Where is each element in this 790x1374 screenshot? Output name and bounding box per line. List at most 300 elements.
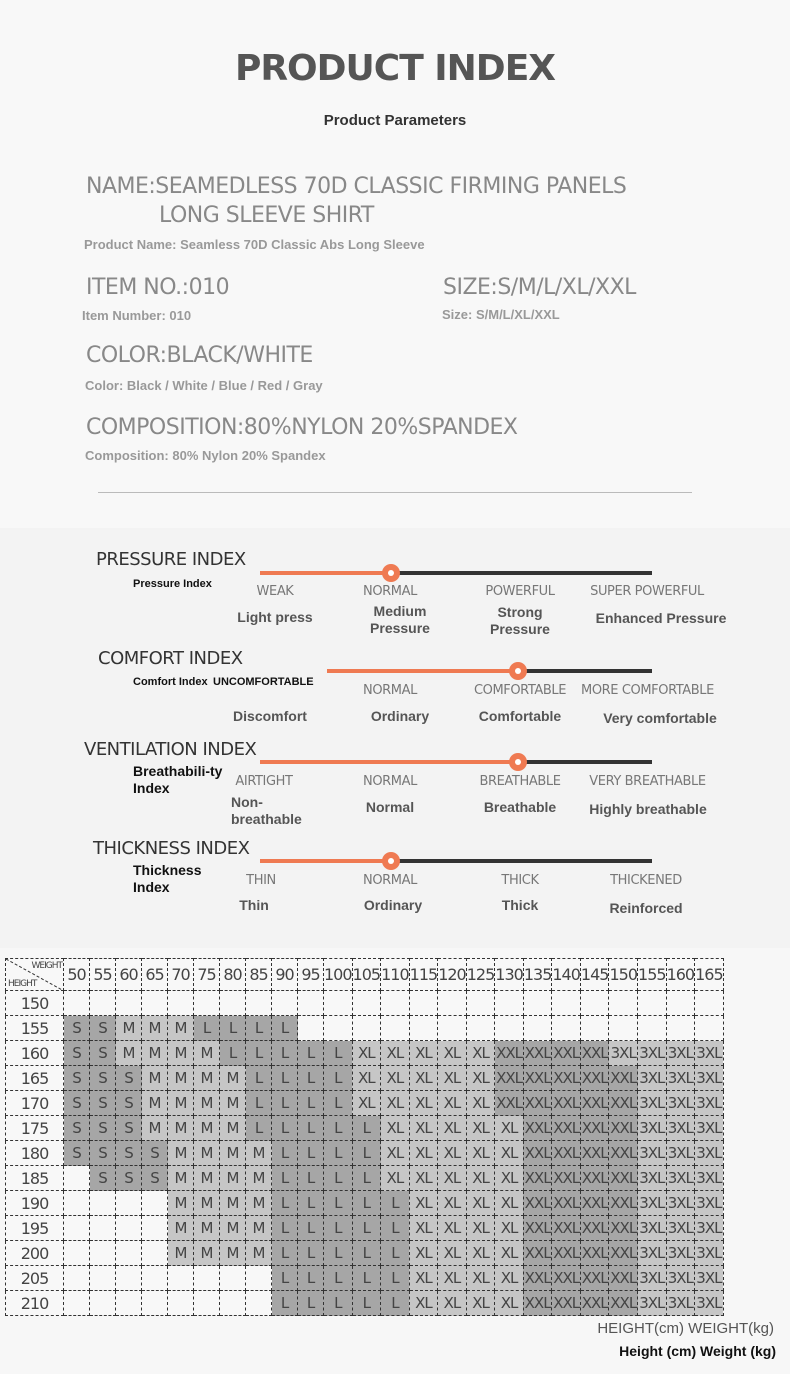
table-row (6, 1041, 724, 1066)
corner-cell (6, 959, 64, 991)
size-cell: S (90, 1166, 116, 1191)
size-cell: L (272, 1291, 298, 1316)
weight-header: 110 (381, 959, 410, 991)
level-label: MORE COMFORTABLE (581, 683, 714, 698)
size-cell: M (142, 1116, 168, 1141)
size-cell (64, 1191, 90, 1216)
size-cell (495, 1016, 524, 1041)
size-cell: 3XL (666, 1041, 695, 1066)
table-row (6, 1291, 724, 1316)
size-cell: L (352, 1291, 381, 1316)
size-cell (409, 1016, 438, 1041)
table-row (6, 1066, 724, 1091)
level-desc: Non-breathable (231, 794, 302, 827)
size-cell: XXL (609, 1066, 638, 1091)
size-cell: 3XL (695, 1091, 724, 1116)
size-cell: 3XL (666, 1166, 695, 1191)
index-subtitle: Comfort Index (133, 676, 208, 688)
size-cell (220, 1291, 246, 1316)
size-cell (90, 1216, 116, 1241)
size-cell (116, 1191, 142, 1216)
table-row (6, 1091, 724, 1116)
page-subtitle: Product Parameters (323, 112, 467, 129)
size-cell: XXL (523, 1091, 552, 1116)
size-cell: 3XL (666, 1266, 695, 1291)
size-cell (168, 991, 194, 1016)
size-cell (666, 1016, 695, 1041)
size-cell: S (64, 1066, 90, 1091)
index-slider (260, 859, 652, 863)
size-cell: L (298, 1241, 324, 1266)
weight-header: 160 (666, 959, 695, 991)
size-cell (142, 1216, 168, 1241)
size-cell: XL (381, 1141, 410, 1166)
size-cell: XL (495, 1116, 524, 1141)
level-desc: Enhanced Pressure (595, 610, 727, 626)
size-cell: L (272, 1191, 298, 1216)
size-chart-table (5, 958, 724, 1316)
size-cell: XL (438, 1266, 467, 1291)
size-cell: M (168, 1116, 194, 1141)
size-cell: 3XL (695, 1216, 724, 1241)
size-cell (194, 1266, 220, 1291)
table-row (6, 991, 724, 1016)
index-slider-fill (327, 669, 518, 673)
size-cell: M (194, 1241, 220, 1266)
size-cell: L (298, 1091, 324, 1116)
size-cell (495, 991, 524, 1016)
size-cell: L (381, 1191, 410, 1216)
level-desc: Light press (237, 609, 313, 625)
size-cell: L (272, 1041, 298, 1066)
level-desc: Comfortable (478, 708, 562, 724)
size-cell: XL (495, 1216, 524, 1241)
size-cell (352, 1016, 381, 1041)
size-cell: M (168, 1141, 194, 1166)
size-cell (64, 1216, 90, 1241)
level-label: THICKENED (610, 873, 682, 888)
size-cell: L (298, 1041, 324, 1066)
size-cell: XXL (552, 1216, 581, 1241)
size-cell: M (168, 1041, 194, 1066)
size-cell (116, 1216, 142, 1241)
size-cell: XXL (609, 1091, 638, 1116)
size-cell (194, 991, 220, 1016)
size-cell: XL (438, 1166, 467, 1191)
size-cell: L (246, 1091, 272, 1116)
size-cell: L (298, 1141, 324, 1166)
table-row (6, 1166, 724, 1191)
product-name: NAME:SEAMEDLESS 70D CLASSIC FIRMING PANELS (86, 174, 627, 199)
size-cell (409, 991, 438, 1016)
size-cell: XXL (523, 1116, 552, 1141)
height-header: 210 (6, 1291, 64, 1316)
size-cell (90, 1266, 116, 1291)
level-desc: Discomfort (233, 708, 307, 724)
size-cell: M (168, 1241, 194, 1266)
weight-header-row (6, 959, 724, 991)
size-cell: L (298, 1216, 324, 1241)
size-cell: XL (466, 1166, 495, 1191)
index-title: PRESSURE INDEX (96, 549, 246, 570)
weight-header: 145 (580, 959, 609, 991)
size-cell: XXL (552, 1041, 581, 1066)
size-cell: L (194, 1016, 220, 1041)
level-desc: Ordinary (370, 708, 430, 724)
size-cell (246, 1266, 272, 1291)
size-cell: M (246, 1216, 272, 1241)
size-cell: M (220, 1241, 246, 1266)
size-cell: L (381, 1291, 410, 1316)
size-cell: L (324, 1116, 353, 1141)
level-label: WEAK (256, 584, 294, 599)
size-cell: 3XL (666, 1091, 695, 1116)
size-cell: L (352, 1166, 381, 1191)
weight-header: 70 (168, 959, 194, 991)
corner-height-label: HEIGHT (8, 979, 37, 989)
size-cell: 3XL (638, 1191, 667, 1216)
size-cell: XL (381, 1166, 410, 1191)
table-row (6, 1016, 724, 1041)
size-cell (90, 991, 116, 1016)
size-cell (64, 1241, 90, 1266)
size-cell: M (168, 1216, 194, 1241)
size-cell (638, 1016, 667, 1041)
size-cell: XL (381, 1066, 410, 1091)
size-cell: 3XL (695, 1291, 724, 1316)
size-cell: L (298, 1266, 324, 1291)
size-cell: M (220, 1166, 246, 1191)
size-cell (523, 1016, 552, 1041)
size-cell: S (116, 1141, 142, 1166)
size-cell: L (352, 1241, 381, 1266)
size-cell: L (272, 1066, 298, 1091)
size-cell (666, 991, 695, 1016)
size-cell (168, 1266, 194, 1291)
size-cell: S (64, 1016, 90, 1041)
level-desc: Ordinary (363, 897, 423, 913)
size-cell (246, 991, 272, 1016)
size-cell: XL (495, 1141, 524, 1166)
weight-header: 95 (298, 959, 324, 991)
size-cell: L (324, 1216, 353, 1241)
level-label: THIN (246, 873, 276, 888)
index-slider (327, 669, 652, 673)
height-header: 160 (6, 1041, 64, 1066)
size-cell: XXL (580, 1116, 609, 1141)
weight-header: 80 (220, 959, 246, 991)
color-info-sub: Color: Black / White / Blue / Red / Gray (85, 378, 323, 393)
level-label: SUPER POWERFUL (590, 584, 704, 599)
size-cell: L (324, 1291, 353, 1316)
size-cell: 3XL (638, 1266, 667, 1291)
size-cell: XXL (580, 1166, 609, 1191)
height-header: 200 (6, 1241, 64, 1266)
size-cell: 3XL (638, 1091, 667, 1116)
index-slider-knob (509, 753, 527, 771)
size-cell: L (298, 1116, 324, 1141)
size-cell: XXL (609, 1166, 638, 1191)
size-cell (438, 991, 467, 1016)
size-cell: XL (466, 1241, 495, 1266)
size-cell: M (168, 1166, 194, 1191)
level-desc: Thick (501, 897, 539, 913)
table-row (6, 1241, 724, 1266)
size-cell: XL (438, 1041, 467, 1066)
height-header: 155 (6, 1016, 64, 1041)
size-cell: XXL (552, 1116, 581, 1141)
size-cell: M (194, 1041, 220, 1066)
section-divider (98, 492, 692, 493)
level-desc: Very comfortable (603, 710, 717, 726)
size-cell: L (381, 1241, 410, 1266)
size-cell: L (246, 1066, 272, 1091)
size-cell: XL (438, 1091, 467, 1116)
size-cell (246, 1291, 272, 1316)
index-title: THICKNESS INDEX (93, 838, 250, 859)
size-cell: S (116, 1066, 142, 1091)
size-cell: M (116, 1016, 142, 1041)
size-cell: XXL (552, 1241, 581, 1266)
size-cell (168, 1291, 194, 1316)
weight-header: 60 (116, 959, 142, 991)
size-cell: S (64, 1116, 90, 1141)
size-cell: XXL (609, 1241, 638, 1266)
level-desc: Normal (365, 799, 415, 815)
size-cell: XXL (580, 1241, 609, 1266)
size-cell: XL (409, 1091, 438, 1116)
size-cell: M (194, 1116, 220, 1141)
size-cell: L (324, 1141, 353, 1166)
size-cell: M (194, 1166, 220, 1191)
chart-units-sub: Height (cm) Weight (kg) (619, 1343, 776, 1359)
size-cell: M (142, 1066, 168, 1091)
item-number-sub: Item Number: 010 (82, 308, 192, 323)
size-cell: XXL (552, 1141, 581, 1166)
item-number: ITEM NO.:010 (86, 275, 230, 300)
size-cell: XXL (552, 1291, 581, 1316)
size-cell (116, 991, 142, 1016)
size-cell: L (352, 1266, 381, 1291)
size-cell: XL (466, 1291, 495, 1316)
size-list: SIZE:S/M/L/XL/XXL (443, 275, 636, 300)
weight-header: 125 (466, 959, 495, 991)
weight-header: 75 (194, 959, 220, 991)
size-cell: 3XL (638, 1241, 667, 1266)
size-cell: XL (409, 1291, 438, 1316)
size-cell (552, 991, 581, 1016)
size-cell (220, 991, 246, 1016)
size-cell: M (246, 1241, 272, 1266)
index-subtitle: Breathabili-ty Index (133, 763, 223, 796)
size-cell (609, 991, 638, 1016)
size-cell (381, 1016, 410, 1041)
size-cell: XXL (523, 1191, 552, 1216)
size-cell: XL (381, 1041, 410, 1066)
level-desc: Breathable (483, 799, 557, 815)
index-slider-fill (260, 760, 518, 764)
size-cell (298, 1016, 324, 1041)
height-header: 175 (6, 1116, 64, 1141)
size-cell: L (220, 1041, 246, 1066)
size-cell: L (272, 1016, 298, 1041)
size-cell: M (220, 1066, 246, 1091)
size-cell: XXL (495, 1041, 524, 1066)
size-cell (116, 1266, 142, 1291)
size-cell (523, 991, 552, 1016)
size-cell: L (298, 1166, 324, 1191)
size-cell (64, 1291, 90, 1316)
table-row (6, 1266, 724, 1291)
size-cell (298, 991, 324, 1016)
size-cell: L (324, 1266, 353, 1291)
size-cell: XL (438, 1241, 467, 1266)
size-cell: L (324, 1191, 353, 1216)
size-cell: XL (495, 1166, 524, 1191)
size-cell: L (298, 1066, 324, 1091)
size-cell: XXL (580, 1291, 609, 1316)
size-cell: L (352, 1216, 381, 1241)
size-cell: M (220, 1141, 246, 1166)
size-cell: XXL (552, 1266, 581, 1291)
size-cell: XXL (580, 1041, 609, 1066)
size-cell: L (272, 1141, 298, 1166)
size-cell: L (352, 1141, 381, 1166)
size-cell: 3XL (695, 1041, 724, 1066)
size-cell: XXL (580, 1266, 609, 1291)
size-cell: 3XL (666, 1191, 695, 1216)
size-cell: L (246, 1016, 272, 1041)
size-cell: L (246, 1041, 272, 1066)
size-cell: 3XL (666, 1116, 695, 1141)
size-cell: M (168, 1066, 194, 1091)
level-label: NORMAL (363, 774, 417, 789)
size-cell (695, 991, 724, 1016)
size-cell: L (324, 1166, 353, 1191)
size-cell: S (90, 1016, 116, 1041)
size-cell: S (116, 1166, 142, 1191)
size-cell: L (324, 1091, 353, 1116)
size-cell (90, 1241, 116, 1266)
size-cell: XL (409, 1041, 438, 1066)
table-row (6, 1216, 724, 1241)
composition-info-sub: Composition: 80% Nylon 20% Spandex (85, 448, 326, 463)
size-cell: M (142, 1041, 168, 1066)
size-cell: XL (409, 1116, 438, 1141)
size-cell: M (246, 1191, 272, 1216)
size-cell: XL (466, 1141, 495, 1166)
level-desc: Strong Pressure (490, 604, 550, 637)
weight-header: 150 (609, 959, 638, 991)
index-slider-fill (260, 571, 391, 575)
size-cell: XL (495, 1241, 524, 1266)
size-cell (142, 1291, 168, 1316)
size-cell: XL (438, 1116, 467, 1141)
size-cell: 3XL (695, 1066, 724, 1091)
page-title: PRODUCT INDEX (234, 48, 556, 89)
size-cell: M (220, 1116, 246, 1141)
size-cell: 3XL (638, 1066, 667, 1091)
size-cell: XXL (495, 1066, 524, 1091)
size-cell: M (246, 1166, 272, 1191)
size-cell (116, 1291, 142, 1316)
size-cell: M (194, 1091, 220, 1116)
size-cell: XXL (523, 1241, 552, 1266)
size-cell: L (272, 1166, 298, 1191)
weight-header: 130 (495, 959, 524, 991)
size-cell: M (116, 1041, 142, 1066)
size-cell: XXL (523, 1216, 552, 1241)
size-cell: 3XL (666, 1241, 695, 1266)
size-cell: 3XL (638, 1141, 667, 1166)
size-list-sub: Size: S/M/L/XL/XXL (442, 307, 560, 322)
size-cell: XL (438, 1291, 467, 1316)
size-cell: 3XL (638, 1166, 667, 1191)
height-header: 190 (6, 1191, 64, 1216)
weight-header: 140 (552, 959, 581, 991)
size-cell: XXL (552, 1191, 581, 1216)
size-cell: L (324, 1041, 353, 1066)
size-cell: XL (495, 1266, 524, 1291)
size-cell (609, 1016, 638, 1041)
index-title: COMFORT INDEX (98, 648, 243, 669)
height-header: 150 (6, 991, 64, 1016)
size-cell: XL (409, 1241, 438, 1266)
size-cell (466, 991, 495, 1016)
size-cell: XL (466, 1041, 495, 1066)
size-cell: L (298, 1191, 324, 1216)
height-header: 180 (6, 1141, 64, 1166)
size-cell: S (142, 1141, 168, 1166)
height-header: 195 (6, 1216, 64, 1241)
size-cell: XXL (609, 1116, 638, 1141)
size-cell: 3XL (666, 1291, 695, 1316)
size-cell: M (168, 1016, 194, 1041)
weight-header: 165 (695, 959, 724, 991)
size-cell (90, 1191, 116, 1216)
size-cell: XL (466, 1191, 495, 1216)
size-cell: M (220, 1091, 246, 1116)
size-cell: M (142, 1091, 168, 1116)
size-cell (638, 991, 667, 1016)
size-cell: XXL (580, 1141, 609, 1166)
size-cell (438, 1016, 467, 1041)
size-cell: 3XL (609, 1041, 638, 1066)
size-cell: XXL (523, 1266, 552, 1291)
table-row (6, 1141, 724, 1166)
size-cell: XXL (609, 1141, 638, 1166)
product-name-line2: LONG SLEEVE SHIRT (159, 203, 374, 228)
size-cell: L (352, 1116, 381, 1141)
weight-header: 90 (272, 959, 298, 991)
size-cell: XXL (552, 1066, 581, 1091)
index-title: VENTILATION INDEX (84, 739, 257, 760)
weight-header: 100 (324, 959, 353, 991)
size-cell: XXL (552, 1091, 581, 1116)
size-cell: XL (466, 1091, 495, 1116)
size-cell: M (168, 1191, 194, 1216)
size-cell: L (324, 1066, 353, 1091)
size-cell: XXL (495, 1091, 524, 1116)
size-cell: S (64, 1141, 90, 1166)
corner-weight-label: WEIGHT (31, 961, 62, 971)
size-cell: XXL (580, 1191, 609, 1216)
level-label: NORMAL (363, 584, 417, 599)
size-cell: XL (409, 1066, 438, 1091)
size-cell (194, 1291, 220, 1316)
size-cell: 3XL (638, 1041, 667, 1066)
size-cell (381, 991, 410, 1016)
